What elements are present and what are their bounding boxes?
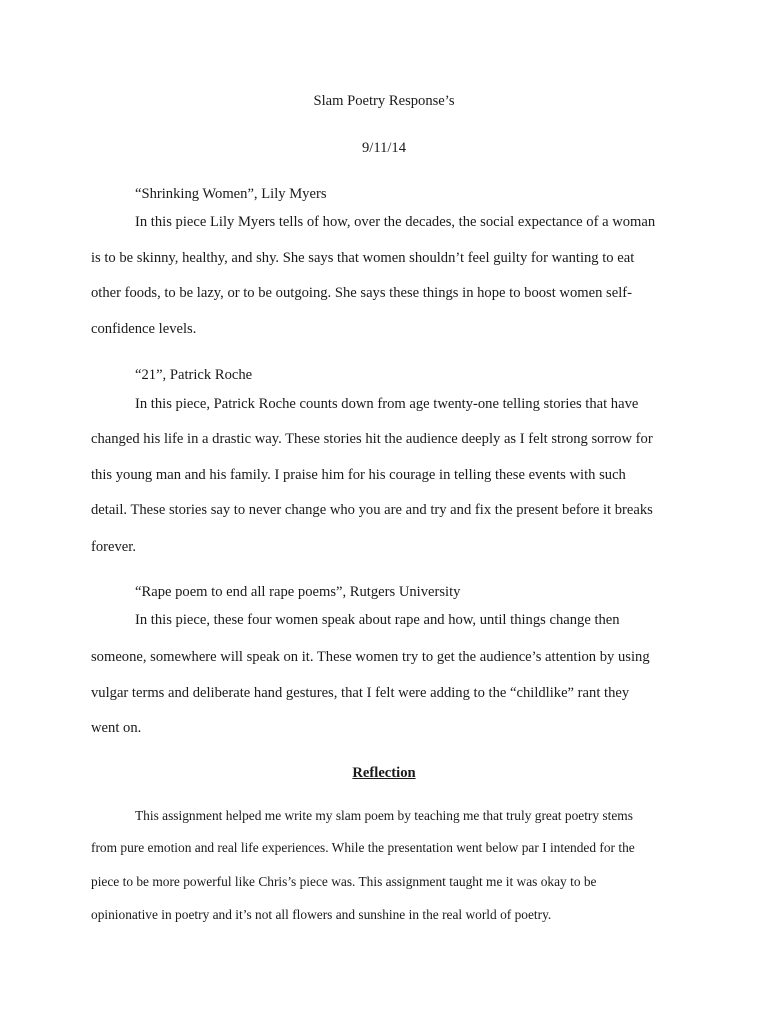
- reflection-title: Reflection: [352, 765, 416, 781]
- paragraph-line: other foods, to be lazy, or to be outgoing. She says these things in hope to boost women self-: [91, 285, 632, 301]
- paragraph-line: someone, somewhere will speak on it. These women try to get the audience’s attention by using: [91, 649, 650, 665]
- section-heading-shrinking-women: “Shrinking Women”, Lily Myers: [135, 186, 327, 202]
- paragraph-line: forever.: [91, 539, 136, 555]
- paragraph-line: In this piece, Patrick Roche counts down from age twenty-one telling stories that have: [135, 396, 639, 412]
- paragraph-line: vulgar terms and deliberate hand gestures, that I felt were adding to the “childlike” rant they: [91, 685, 630, 701]
- reflection-line: piece to be more powerful like Chris’s piece was. This assignment taught me it was okay to be: [91, 874, 597, 889]
- paragraph-line: this young man and his family. I praise him for his courage in telling these events with such: [91, 467, 626, 483]
- reflection-line: from pure emotion and real life experiences. While the presentation went below par I intended for the: [91, 840, 635, 855]
- document-title: Slam Poetry Response’s: [313, 93, 455, 109]
- paragraph-line: is to be skinny, healthy, and shy. She says that women shouldn’t feel guilty for wanting to eat: [91, 250, 635, 266]
- document-date: 9/11/14: [361, 140, 407, 156]
- paragraph-line: went on.: [91, 720, 142, 736]
- paragraph-line: In this piece, these four women speak about rape and how, until things change then: [135, 612, 620, 628]
- section-heading-rape-poem: “Rape poem to end all rape poems”, Rutgers University: [135, 584, 461, 600]
- reflection-line: This assignment helped me write my slam poem by teaching me that truly great poetry stems: [135, 808, 633, 823]
- paragraph-line: confidence levels.: [91, 321, 197, 337]
- paragraph-line: changed his life in a drastic way. These stories hit the audience deeply as I felt strong sorrow for: [91, 431, 653, 447]
- paragraph-line: In this piece Lily Myers tells of how, over the decades, the social expectance of a woman: [135, 214, 656, 230]
- section-heading-21: “21”, Patrick Roche: [135, 367, 253, 383]
- reflection-line: opinionative in poetry and it’s not all flowers and sunshine in the real world of poetry.: [91, 907, 552, 922]
- paragraph-line: detail. These stories say to never change who you are and try and fix the present before it breaks: [91, 502, 653, 518]
